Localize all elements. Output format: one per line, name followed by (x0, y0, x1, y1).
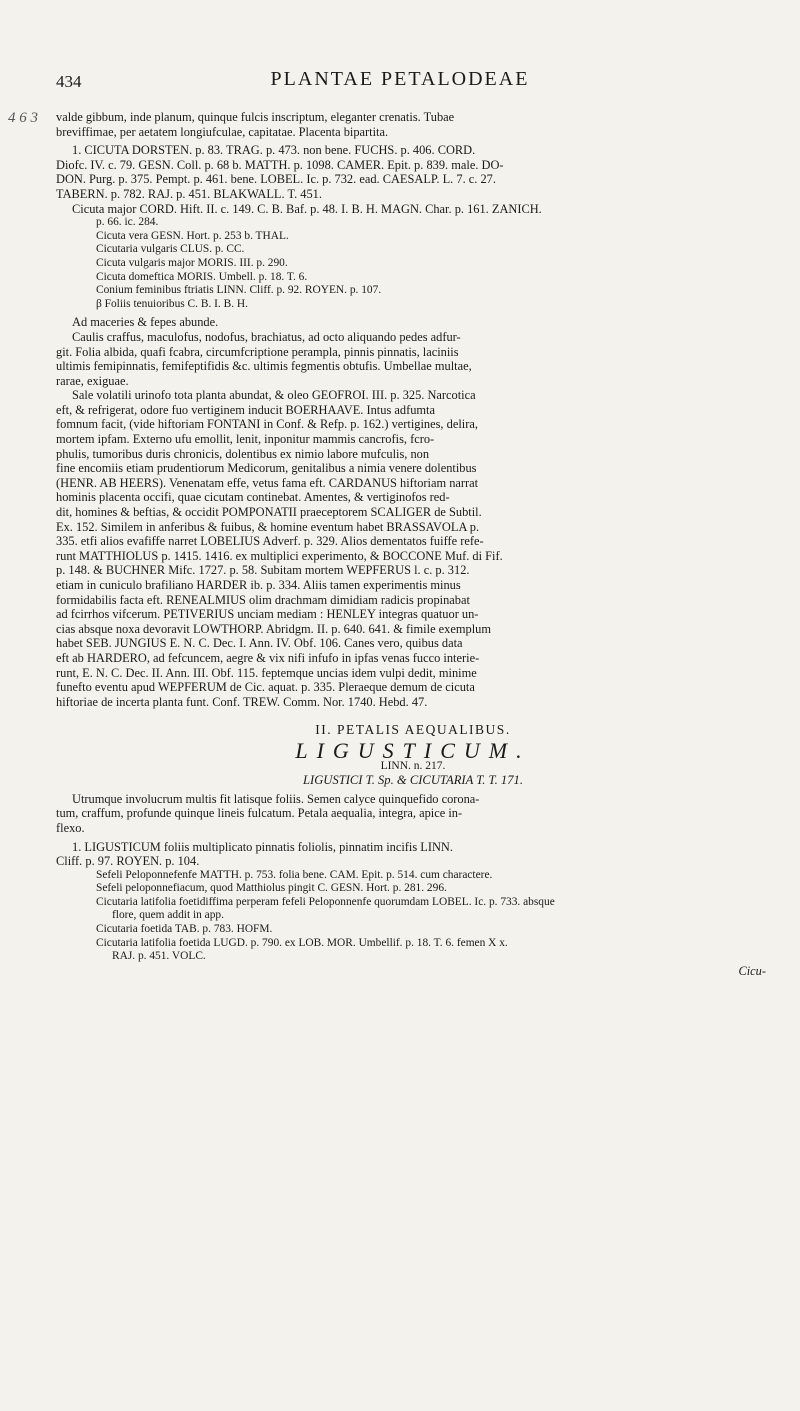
synonym-line: Conium feminibus ftriatis LINN. Cliff. p. 92. ROYEN. p. 107. (96, 284, 382, 297)
text-line: phulis, tumoribus duris chronicis, dolentibus ex nimio labore mufculis, non (56, 446, 430, 461)
text-line: TABERN. p. 782. RAJ. p. 451. BLAKWALL. T. 451. (56, 186, 322, 201)
text-line: hiftoriae de incerta planta funt. Conf. TREW. Comm. Nor. 1740. Hebd. 47. (56, 694, 428, 709)
page-body (56, 110, 770, 978)
habitat-line: Ad maceries & fepes abunde. (72, 315, 219, 330)
text-line: eft ab HARDERO, ad fefcuncem, aegre & vix nifi infufo in ipfas venas fucco interie- (56, 650, 480, 665)
text-line: git. Folia albida, quafi fcabra, circumfcriptione perampla, pinnis pinnatis, laciniis (56, 344, 459, 359)
synonym-line: Cicutaria foetida TAB. p. 783. HOFM. (96, 923, 273, 936)
text-line: Sale volatili urinofo tota planta abundat, & oleo GEOFROI. III. p. 325. Narcotica (72, 388, 476, 403)
catchword: Cicu- (738, 963, 766, 978)
text-line: tum, craffum, profunde quinque lineis fulcatum. Petala aequalia, integra, apice in- (56, 806, 463, 821)
text-line: rarae, exiguae. (56, 373, 129, 388)
text-line: 335. etfi alios evafiffe narret LOBELIUS Adverf. p. 329. Alios dementatos fuiffe refe- (56, 534, 484, 549)
text-line: Cliff. p. 97. ROYEN. p. 104. (56, 854, 200, 869)
genus-title: LIGUSTICUM. (295, 737, 531, 763)
genus-synonyms: LIGUSTICI T. Sp. & CICUTARIA T. T. 171. (303, 773, 523, 788)
synonym-line: Sefeli peloponnefiacum, quod Matthiolus pingit C. GESN. Hort. p. 281. 296. (96, 882, 447, 895)
genus-reference: LINN. n. 217. (380, 759, 446, 772)
text-line: eft, & refrigerat, odore fuo vertiginem inducit BOERHAAVE. Intus adfumta (56, 402, 435, 417)
text-line: ultimis femipinnatis, femifeptifidis &c. ultimis fegmentis obtufis. Umbellae multae, (56, 359, 472, 374)
synonym-line: Sefeli Peloponnefenfe MATTH. p. 753. folia bene. CAM. Epit. p. 514. cum charactere. (96, 868, 493, 881)
synonym-line: Cicuta vulgaris major MORIS. III. p. 290. (96, 256, 288, 269)
synonym-line: flore, quem addit in app. (112, 909, 224, 922)
text-line: breviffimae, per aetatem longiufculae, capitatae. Placenta bipartita. (56, 124, 389, 139)
text-line: habet SEB. JUNGIUS E. N. C. Dec. I. Ann. IV. Obf. 106. Canes vero, quibus data (56, 636, 463, 651)
species-entry: 1. CICUTA DORSTEN. p. 83. TRAG. p. 473. non bene. FUCHS. p. 406. CORD. (72, 143, 476, 158)
text-line: hominis placenta occifi, quae cicutam continebat. Amentes, & vertiginofos red- (56, 490, 450, 505)
text-line: DON. Purg. p. 375. Pempt. p. 461. bene. LOBEL. Ic. p. 732. ead. CAESALP. L. 7. c. 27. (56, 172, 496, 187)
synonym-line: Cicuta vera GESN. Hort. p. 253 b. THAL. (96, 229, 289, 242)
text-line: runt MATTHIOLUS p. 1415. 1416. ex multiplici experimento, & BOCCONE Muf. di Fif. (56, 548, 503, 563)
text-line: fomnum facit, (vide hiftoriam FONTANI in Conf. & Refp. p. 162.) vertigines, delira, (56, 417, 478, 432)
text-line: dit, homines & beftias, & occidit POMPONATII praeceptorem SCALIGER de Subtil. (56, 505, 482, 520)
margin-annotation: 4 6 3 (8, 110, 38, 126)
synonym-line: Cicuta domeftica MORIS. Umbell. p. 18. T. 6. (96, 270, 308, 283)
text-line: etiam in cuniculo brafiliano HARDER ib. p. 334. Aliis tamen experimentis minus (56, 578, 461, 592)
synonym-line: Cicuta major CORD. Hift. II. c. 149. C. B. Baf. p. 48. I. B. H. MAGN. Char. p. 161. ZANICH. (72, 201, 542, 216)
section-heading: II. PETALIS AEQUALIBUS. (315, 722, 511, 738)
text-line: formidabilis facta eft. RENEALMIUS olim drachmam dimidiam radicis propinabat (56, 592, 470, 607)
synonym-line: p. 66. ic. 284. (96, 216, 159, 229)
synonym-line: Cicutaria vulgaris CLUS. p. CC. (96, 243, 245, 256)
text-line: (HENR. AB HEERS). Venenatam effe, vetus fama eft. CARDANUS hiftoriam narrat (56, 475, 479, 490)
text-line: ad fcirrhos vifcerum. PETIVERIUS unciam mediam : HENLEY integras quatuor un- (56, 607, 479, 622)
species-entry: 1. LIGUSTICUM foliis multiplicato pinnatis foliolis, pinnatim incifis LINN. (72, 839, 453, 854)
variety-line: β Foliis tenuioribus C. B. I. B. H. (96, 297, 248, 310)
text-line: Utrumque involucrum multis fit latisque foliis. Semen calyce quinquefido corona- (72, 791, 480, 806)
text-line: Diofc. IV. c. 79. GESN. Coll. p. 68 b. MATTH. p. 1098. CAMER. Epit. p. 839. male. DO- (56, 157, 504, 172)
synonym-line: RAJ. p. 451. VOLC. (112, 950, 206, 963)
text-line: Ex. 152. Similem in anferibus & fuibus, & homine eventum habet BRASSAVOLA p. (56, 519, 480, 534)
text-line: valde gibbum, inde planum, quinque fulcis inscriptum, eleganter crenatis. Tubae (56, 110, 455, 124)
text-line: mortem ipfam. Externo ufu emollit, lenit, inponitur mammis cancrofis, fcro- (56, 432, 435, 447)
text-line: funefto eventu apud WEPFERUM de Cic. aquat. p. 335. Pleraeque demum de cicuta (56, 680, 475, 695)
synonym-line: Cicutaria latifolia foetidiffima perperam fefeli Peloponnenfe quorumdam LOBEL. Ic. p. 733. absque (96, 895, 555, 908)
text-line: flexo. (56, 820, 85, 835)
text-line: runt, E. N. C. Dec. II. Ann. III. Obf. 115. feptemque uncias idem vulpi dedit, minime (56, 665, 477, 680)
synonym-line: Cicutaria latifolia foetida LUGD. p. 790. ex LOB. MOR. Umbellif. p. 18. T. 6. femen X x. (96, 936, 508, 949)
page-number: 434 (56, 72, 82, 91)
text-line: p. 148. & BUCHNER Mifc. 1727. p. 58. Subitam mortem WEPFERUS l. c. p. 312. (56, 563, 470, 578)
text-line: Caulis craffus, maculofus, nodofus, brachiatus, ad octo aliquando pedes adfur- (72, 329, 461, 344)
text-line: cias absque noxa devoravit LOWTHORP. Abridgm. II. p. 640. 641. & fimile exemplum (56, 621, 491, 636)
running-title: PLANTAE PETALODEAE (270, 68, 530, 90)
text-line: fine encomiis etiam prudentiorum Medicorum, genitalibus a nimia venere dolentibus (56, 461, 477, 476)
